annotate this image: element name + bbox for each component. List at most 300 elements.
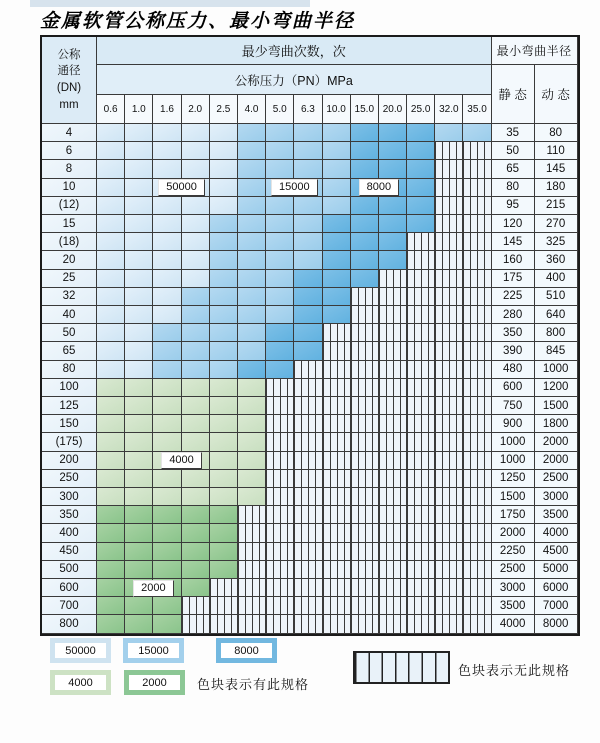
pressure-value: 2.5: [210, 95, 238, 124]
spec-cell-available: [97, 561, 125, 579]
bend-cycles-header: 最少弯曲次数，次: [97, 37, 492, 65]
spec-cell-available: [238, 179, 266, 197]
spec-cell-unavailable: [463, 179, 491, 197]
spec-cell-unavailable: [463, 288, 491, 306]
spec-cell-unavailable: [463, 324, 491, 342]
spec-cell-available: [97, 215, 125, 233]
spec-cell-available: [182, 251, 210, 269]
spec-cell-unavailable: [407, 270, 435, 288]
spec-cell-unavailable: [407, 251, 435, 269]
spec-cell-unavailable: [435, 597, 463, 615]
spec-cell-available: [238, 288, 266, 306]
spec-cell-available: [182, 561, 210, 579]
spec-cell-unavailable: [463, 160, 491, 178]
spec-cell-available: [238, 488, 266, 506]
spec-cell-unavailable: [294, 397, 322, 415]
spec-cell-available: [210, 433, 238, 451]
pressure-value: 35.0: [463, 95, 491, 124]
static-radius-cell: 2250: [492, 543, 535, 561]
spec-cell-available: [97, 306, 125, 324]
spec-cell-unavailable: [266, 488, 294, 506]
spec-cell-available: [97, 288, 125, 306]
spec-cell-available: [97, 506, 125, 524]
spec-cell-unavailable: [379, 543, 407, 561]
spec-cell-unavailable: [351, 397, 379, 415]
spec-cell-unavailable: [351, 361, 379, 379]
spec-cell-unavailable: [323, 324, 351, 342]
dn-cell: 20: [42, 251, 97, 269]
spec-cell-available: [323, 124, 351, 142]
spec-cell-available: [125, 251, 153, 269]
static-radius-cell: 280: [492, 306, 535, 324]
spec-cell-available: [182, 506, 210, 524]
spec-cell-unavailable: [463, 215, 491, 233]
spec-cell-available: [323, 160, 351, 178]
spec-cell-available: [351, 197, 379, 215]
spec-cell-available: [266, 342, 294, 360]
spec-cell-available: [153, 251, 181, 269]
spec-cell-unavailable: [463, 379, 491, 397]
spec-cell-available: [238, 160, 266, 178]
dynamic-radius-cell: 7000: [535, 597, 578, 615]
spec-cell-available: [182, 543, 210, 561]
spec-cell-available: [182, 361, 210, 379]
spec-cell-unavailable: [238, 524, 266, 542]
dynamic-radius-cell: 2500: [535, 470, 578, 488]
spec-cell-available: [182, 342, 210, 360]
spec-cell-unavailable: [407, 433, 435, 451]
spec-cell-unavailable: [266, 379, 294, 397]
spec-cell-available: [323, 142, 351, 160]
spec-cell-unavailable: [435, 524, 463, 542]
spec-cell-available: [351, 142, 379, 160]
spec-cell-available: [379, 233, 407, 251]
spec-cell-available: [210, 361, 238, 379]
dn-cell: 450: [42, 543, 97, 561]
spec-cell-unavailable: [379, 579, 407, 597]
spec-cell-unavailable: [323, 397, 351, 415]
dn-cell: 8: [42, 160, 97, 178]
spec-cell-available: [97, 379, 125, 397]
spec-cell-available: [238, 452, 266, 470]
spec-cell-available: [323, 233, 351, 251]
bend-radius-header: 最小弯曲半径: [492, 37, 578, 65]
dynamic-radius-cell: 1800: [535, 415, 578, 433]
spec-cell-available: [153, 379, 181, 397]
spec-cell-unavailable: [435, 306, 463, 324]
dynamic-radius-cell: 5000: [535, 561, 578, 579]
spec-cell-unavailable: [379, 397, 407, 415]
dynamic-column-header: 动 态: [535, 65, 578, 124]
spec-cell-available: [97, 597, 125, 615]
spec-cell-unavailable: [463, 251, 491, 269]
spec-cell-available: [266, 160, 294, 178]
spec-cell-available: [238, 215, 266, 233]
spec-cell-available: [294, 324, 322, 342]
spec-cell-available: [238, 470, 266, 488]
spec-cell-available: [153, 506, 181, 524]
spec-cell-available: [97, 488, 125, 506]
spec-cell-unavailable: [435, 160, 463, 178]
spec-cell-unavailable: [435, 579, 463, 597]
spec-cell-unavailable: [351, 470, 379, 488]
dn-cell: 125: [42, 397, 97, 415]
spec-cell-available: [97, 615, 125, 633]
spec-cell-unavailable: [463, 142, 491, 160]
spec-cell-available: [97, 233, 125, 251]
spec-cell-unavailable: [407, 597, 435, 615]
dynamic-radius-cell: 4500: [535, 543, 578, 561]
spec-cell-unavailable: [435, 324, 463, 342]
spec-cell-unavailable: [435, 543, 463, 561]
spec-cell-available: [407, 215, 435, 233]
spec-cell-unavailable: [266, 561, 294, 579]
spec-cell-unavailable: [351, 415, 379, 433]
pressure-value: 4.0: [238, 95, 266, 124]
spec-cell-unavailable: [351, 324, 379, 342]
dn-cell: 200: [42, 452, 97, 470]
static-radius-cell: 95: [492, 197, 535, 215]
spec-cell-unavailable: [294, 597, 322, 615]
spec-cell-available: [125, 215, 153, 233]
spec-cell-available: [266, 124, 294, 142]
spec-cell-unavailable: [407, 615, 435, 633]
spec-cell-available: [323, 288, 351, 306]
dn-cell: 25: [42, 270, 97, 288]
spec-cell-unavailable: [435, 470, 463, 488]
dn-cell: 150: [42, 415, 97, 433]
dn-header-line: (DN): [56, 82, 82, 94]
spec-cell-available: [97, 433, 125, 451]
spec-cell-available: [294, 233, 322, 251]
spec-cell-unavailable: [266, 506, 294, 524]
spec-cell-unavailable: [351, 342, 379, 360]
static-radius-cell: 1250: [492, 470, 535, 488]
spec-cell-unavailable: [266, 452, 294, 470]
dn-cell: 350: [42, 506, 97, 524]
pressure-value: 6.3: [294, 95, 322, 124]
spec-cell-available: [210, 270, 238, 288]
spec-cell-unavailable: [463, 470, 491, 488]
static-radius-cell: 2500: [492, 561, 535, 579]
dynamic-radius-cell: 270: [535, 215, 578, 233]
dynamic-radius-cell: 2000: [535, 452, 578, 470]
static-radius-cell: 65: [492, 160, 535, 178]
dynamic-radius-cell: 8000: [535, 615, 578, 633]
spec-cell-unavailable: [435, 452, 463, 470]
spec-cell-unavailable: [435, 179, 463, 197]
spec-cell-unavailable: [182, 615, 210, 633]
spec-cell-available: [182, 160, 210, 178]
spec-cell-available: [379, 215, 407, 233]
spec-cell-available: [125, 415, 153, 433]
dn-cell: 15: [42, 215, 97, 233]
spec-cell-unavailable: [266, 415, 294, 433]
spec-cell-unavailable: [294, 543, 322, 561]
spec-cell-available: [153, 197, 181, 215]
spec-cell-available: [182, 524, 210, 542]
spec-cell-available: [125, 233, 153, 251]
spec-cell-available: [210, 288, 238, 306]
spec-cell-unavailable: [463, 452, 491, 470]
cycle-zone-label: 8000: [359, 179, 399, 196]
spec-cell-unavailable: [463, 561, 491, 579]
static-radius-cell: 145: [492, 233, 535, 251]
spec-cell-available: [125, 470, 153, 488]
spec-cell-unavailable: [435, 433, 463, 451]
spec-cell-available: [125, 288, 153, 306]
spec-cell-available: [210, 379, 238, 397]
spec-cell-unavailable: [351, 433, 379, 451]
spec-cell-unavailable: [435, 361, 463, 379]
static-radius-cell: 3500: [492, 597, 535, 615]
dynamic-radius-cell: 80: [535, 124, 578, 142]
spec-cell-unavailable: [463, 433, 491, 451]
spec-cell-unavailable: [407, 543, 435, 561]
dn-cell: 50: [42, 324, 97, 342]
pressure-value: 1.0: [125, 95, 153, 124]
spec-cell-available: [153, 142, 181, 160]
spec-cell-unavailable: [294, 470, 322, 488]
dynamic-radius-cell: 510: [535, 288, 578, 306]
dynamic-radius-cell: 845: [535, 342, 578, 360]
legend-available-text: 色块表示有此规格: [197, 677, 310, 692]
spec-cell-available: [210, 124, 238, 142]
spec-cell-available: [182, 306, 210, 324]
static-radius-cell: 35: [492, 124, 535, 142]
spec-cell-available: [407, 160, 435, 178]
spec-cell-available: [182, 288, 210, 306]
spec-cell-available: [210, 197, 238, 215]
static-radius-cell: 4000: [492, 615, 535, 633]
spec-cell-available: [210, 452, 238, 470]
static-radius-cell: 1750: [492, 506, 535, 524]
spec-cell-unavailable: [323, 524, 351, 542]
dn-header-line: 公称: [57, 48, 81, 61]
spec-cell-unavailable: [379, 288, 407, 306]
spec-cell-available: [182, 470, 210, 488]
spec-cell-available: [153, 160, 181, 178]
spec-cell-available: [125, 543, 153, 561]
dynamic-radius-cell: 180: [535, 179, 578, 197]
spec-cell-unavailable: [407, 415, 435, 433]
spec-cell-available: [294, 306, 322, 324]
spec-cell-available: [210, 215, 238, 233]
pressure-value: 15.0: [351, 95, 379, 124]
spec-cell-unavailable: [294, 379, 322, 397]
spec-cell-unavailable: [379, 506, 407, 524]
spec-cell-unavailable: [323, 597, 351, 615]
spec-cell-available: [294, 288, 322, 306]
static-radius-cell: 225: [492, 288, 535, 306]
spec-cell-unavailable: [351, 452, 379, 470]
static-radius-cell: 175: [492, 270, 535, 288]
dynamic-radius-cell: 360: [535, 251, 578, 269]
spec-cell-available: [125, 270, 153, 288]
spec-cell-available: [125, 597, 153, 615]
spec-cell-available: [379, 251, 407, 269]
spec-cell-unavailable: [351, 597, 379, 615]
dn-cell: 500: [42, 561, 97, 579]
dynamic-radius-cell: 800: [535, 324, 578, 342]
spec-cell-unavailable: [294, 615, 322, 633]
legend-block-label: 50000: [55, 643, 106, 658]
dynamic-radius-cell: 6000: [535, 579, 578, 597]
spec-cell-unavailable: [323, 506, 351, 524]
spec-cell-unavailable: [407, 579, 435, 597]
dynamic-radius-cell: 4000: [535, 524, 578, 542]
spec-cell-unavailable: [238, 561, 266, 579]
spec-cell-available: [351, 233, 379, 251]
spec-cell-unavailable: [407, 470, 435, 488]
spec-cell-unavailable: [323, 488, 351, 506]
spec-cell-unavailable: [351, 561, 379, 579]
spec-cell-unavailable: [323, 452, 351, 470]
static-radius-cell: 160: [492, 251, 535, 269]
spec-cell-available: [97, 179, 125, 197]
spec-cell-unavailable: [379, 524, 407, 542]
static-radius-cell: 50: [492, 142, 535, 160]
spec-cell-available: [294, 215, 322, 233]
spec-cell-unavailable: [407, 379, 435, 397]
spec-cell-unavailable: [435, 397, 463, 415]
static-radius-cell: 600: [492, 379, 535, 397]
spec-cell-unavailable: [407, 452, 435, 470]
spec-cell-available: [97, 324, 125, 342]
spec-cell-available: [97, 160, 125, 178]
legend-block-label: 2000: [129, 675, 180, 690]
spec-cell-available: [153, 324, 181, 342]
spec-cell-available: [407, 124, 435, 142]
spec-cell-unavailable: [266, 579, 294, 597]
legend-block-15000: [123, 638, 184, 663]
spec-cell-available: [153, 342, 181, 360]
spec-cell-available: [125, 433, 153, 451]
spec-cell-available: [125, 615, 153, 633]
spec-cell-unavailable: [463, 524, 491, 542]
spec-cell-available: [210, 488, 238, 506]
spec-cell-unavailable: [379, 615, 407, 633]
spec-cell-available: [182, 579, 210, 597]
dn-column-header: [42, 37, 97, 124]
spec-cell-available: [153, 524, 181, 542]
spec-cell-available: [210, 415, 238, 433]
dn-cell: 80: [42, 361, 97, 379]
spec-cell-unavailable: [294, 506, 322, 524]
spec-cell-available: [238, 397, 266, 415]
spec-cell-available: [97, 415, 125, 433]
spec-cell-unavailable: [407, 324, 435, 342]
spec-cell-unavailable: [463, 397, 491, 415]
spec-cell-available: [153, 306, 181, 324]
spec-cell-unavailable: [435, 197, 463, 215]
spec-cell-available: [153, 215, 181, 233]
dynamic-radius-cell: 2000: [535, 433, 578, 451]
spec-cell-unavailable: [294, 433, 322, 451]
dn-cell: 32: [42, 288, 97, 306]
dn-header-line: 通径: [57, 65, 81, 78]
static-radius-cell: 750: [492, 397, 535, 415]
spec-cell-unavailable: [463, 506, 491, 524]
spec-cell-unavailable: [294, 561, 322, 579]
dn-cell: 65: [42, 342, 97, 360]
spec-cell-unavailable: [266, 524, 294, 542]
spec-cell-available: [125, 179, 153, 197]
spec-cell-available: [323, 270, 351, 288]
spec-cell-available: [323, 306, 351, 324]
spec-cell-available: [125, 197, 153, 215]
spec-cell-unavailable: [323, 361, 351, 379]
spec-cell-available: [238, 142, 266, 160]
static-column-header: 静 态: [492, 65, 535, 124]
spec-cell-available: [238, 415, 266, 433]
spec-cell-available: [266, 233, 294, 251]
pressure-value: 20.0: [379, 95, 407, 124]
spec-cell-unavailable: [294, 579, 322, 597]
spec-cell-unavailable: [407, 397, 435, 415]
dynamic-radius-cell: 325: [535, 233, 578, 251]
legend-block-2000: [124, 670, 185, 695]
spec-cell-unavailable: [407, 233, 435, 251]
pressure-value: 32.0: [435, 95, 463, 124]
spec-cell-available: [97, 251, 125, 269]
legend-block-label: 8000: [221, 643, 272, 658]
dynamic-radius-cell: 1500: [535, 397, 578, 415]
spec-cell-unavailable: [351, 288, 379, 306]
spec-cell-available: [125, 306, 153, 324]
static-radius-cell: 350: [492, 324, 535, 342]
spec-cell-unavailable: [407, 524, 435, 542]
spec-cell-available: [97, 197, 125, 215]
static-radius-cell: 3000: [492, 579, 535, 597]
legend-unavailable-text: 色块表示无此规格: [458, 663, 571, 678]
spec-cell-available: [379, 160, 407, 178]
spec-cell-unavailable: [463, 306, 491, 324]
spec-cell-unavailable: [379, 488, 407, 506]
spec-cell-unavailable: [351, 306, 379, 324]
dn-cell: 100: [42, 379, 97, 397]
spec-cell-available: [125, 361, 153, 379]
spec-cell-unavailable: [266, 470, 294, 488]
spec-cell-available: [266, 306, 294, 324]
spec-cell-available: [153, 615, 181, 633]
spec-cell-available: [153, 361, 181, 379]
static-radius-cell: 1000: [492, 433, 535, 451]
spec-cell-unavailable: [323, 543, 351, 561]
spec-cell-available: [97, 470, 125, 488]
spec-cell-unavailable: [323, 379, 351, 397]
spec-cell-available: [153, 597, 181, 615]
spec-cell-available: [125, 561, 153, 579]
spec-cell-available: [351, 215, 379, 233]
spec-cell-available: [294, 342, 322, 360]
spec-cell-unavailable: [435, 251, 463, 269]
spec-cell-available: [125, 397, 153, 415]
spec-cell-available: [351, 160, 379, 178]
spec-cell-available: [294, 160, 322, 178]
dn-cell: 10: [42, 179, 97, 197]
spec-cell-unavailable: [379, 415, 407, 433]
spec-cell-unavailable: [407, 361, 435, 379]
spec-cell-unavailable: [351, 579, 379, 597]
spec-cell-unavailable: [435, 615, 463, 633]
spec-cell-available: [210, 142, 238, 160]
spec-cell-unavailable: [463, 342, 491, 360]
dn-cell: (175): [42, 433, 97, 451]
spec-cell-unavailable: [379, 270, 407, 288]
spec-cell-available: [407, 197, 435, 215]
spec-cell-available: [182, 215, 210, 233]
